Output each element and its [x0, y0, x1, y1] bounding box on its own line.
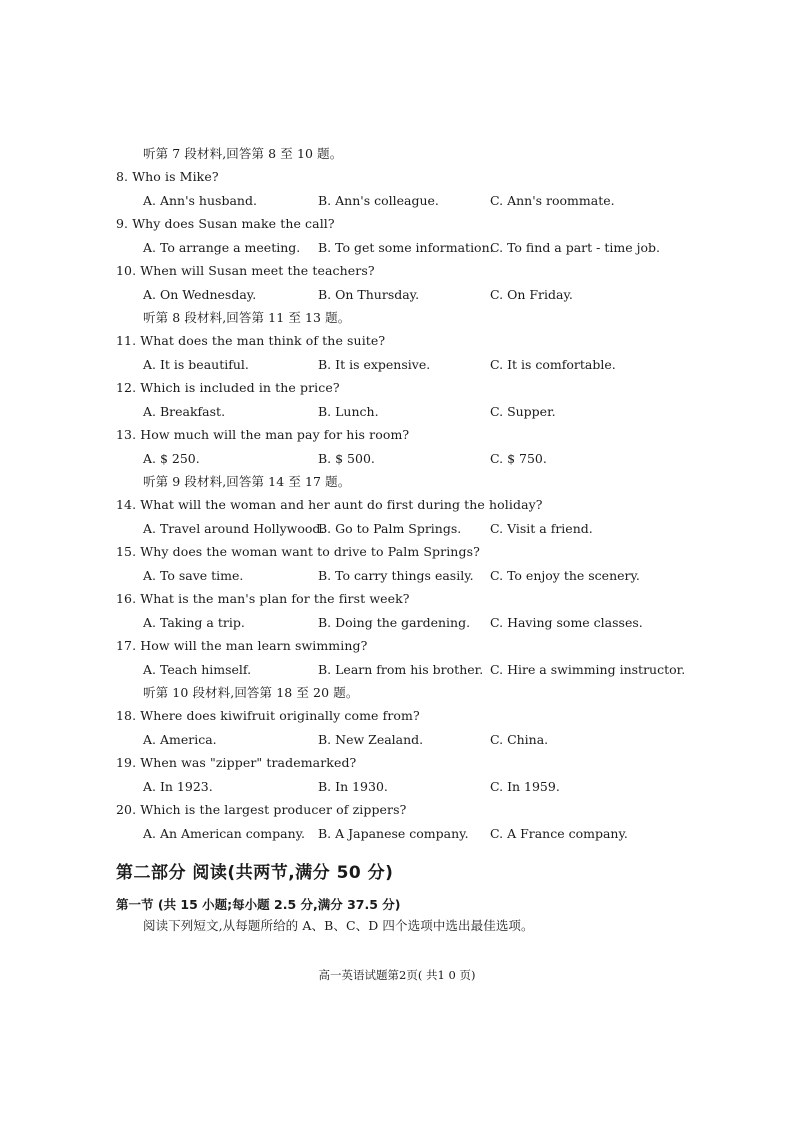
listening-intro-7: 听第 7 段材料,回答第 8 至 10 题。	[143, 146, 343, 161]
q18-option-c: C. China.	[490, 732, 549, 747]
listening-intro-8: 听第 8 段材料,回答第 11 至 13 题。	[143, 310, 351, 325]
reading-instruction: 阅读下列短文,从每题所给的 A、B、C、D 四个选项中选出最佳选项。	[143, 918, 534, 933]
q14-option-b: B. Go to Palm Springs.	[318, 521, 462, 536]
q20-option-c: C. A France company.	[490, 826, 628, 841]
q16-option-b: B. Doing the gardening.	[318, 615, 471, 630]
question-10: 10. When will Susan meet the teachers?	[116, 263, 375, 278]
listening-intro-10: 听第 10 段材料,回答第 18 至 20 题。	[143, 685, 359, 700]
q17-option-b: B. Learn from his brother.	[318, 662, 484, 677]
question-20: 20. Which is the largest producer of zippers?	[116, 802, 407, 817]
question-8: 8. Who is Mike?	[116, 169, 219, 184]
part-two-heading: 第二部分 阅读(共两节,满分 50 分)	[116, 863, 394, 883]
question-18: 18. Where does kiwifruit originally come from?	[116, 708, 420, 723]
q11-option-c: C. It is comfortable.	[490, 357, 616, 372]
q19-option-b: B. In 1930.	[318, 779, 388, 794]
q19-option-a: A. In 1923.	[143, 779, 213, 794]
q13-option-c: C. $ 750.	[490, 451, 547, 466]
q10-option-a: A. On Wednesday.	[143, 287, 257, 302]
q18-option-a: A. America.	[143, 732, 217, 747]
q12-option-a: A. Breakfast.	[143, 404, 226, 419]
q8-option-c: C. Ann's roommate.	[490, 193, 615, 208]
q14-option-c: C. Visit a friend.	[490, 521, 593, 536]
q13-option-b: B. $ 500.	[318, 451, 375, 466]
question-12: 12. Which is included in the price?	[116, 380, 340, 395]
q13-option-a: A. $ 250.	[143, 451, 200, 466]
q18-option-b: B. New Zealand.	[318, 732, 424, 747]
question-16: 16. What is the man's plan for the first week?	[116, 591, 410, 606]
q19-option-c: C. In 1959.	[490, 779, 560, 794]
q8-option-a: A. Ann's husband.	[143, 193, 257, 208]
question-15: 15. Why does the woman want to drive to Palm Springs?	[116, 544, 480, 559]
q9-option-c: C. To find a part - time job.	[490, 240, 660, 255]
q9-option-a: A. To arrange a meeting.	[143, 240, 301, 255]
q11-option-a: A. It is beautiful.	[143, 357, 249, 372]
q8-option-b: B. Ann's colleague.	[318, 193, 439, 208]
q16-option-c: C. Having some classes.	[490, 615, 643, 630]
section-one-heading: 第一节 (共 15 小题;每小题 2.5 分,满分 37.5 分)	[116, 897, 401, 912]
q11-option-b: B. It is expensive.	[318, 357, 431, 372]
q15-option-c: C. To enjoy the scenery.	[490, 568, 640, 583]
listening-intro-9: 听第 9 段材料,回答第 14 至 17 题。	[143, 474, 351, 489]
question-11: 11. What does the man think of the suite?	[116, 333, 386, 348]
q10-option-c: C. On Friday.	[490, 287, 573, 302]
q20-option-b: B. A Japanese company.	[318, 826, 469, 841]
question-13: 13. How much will the man pay for his room?	[116, 427, 410, 442]
q12-option-c: C. Supper.	[490, 404, 556, 419]
page-footer: 高一英语试题第2页( 共1 0 页)	[318, 968, 476, 982]
q16-option-a: A. Taking a trip.	[143, 615, 245, 630]
question-9: 9. Why does Susan make the call?	[116, 216, 335, 231]
question-17: 17. How will the man learn swimming?	[116, 638, 368, 653]
question-14: 14. What will the woman and her aunt do first during the holiday?	[116, 497, 543, 512]
q10-option-b: B. On Thursday.	[318, 287, 420, 302]
q17-option-a: A. Teach himself.	[143, 662, 252, 677]
q15-option-b: B. To carry things easily.	[318, 568, 474, 583]
q14-option-a: A. Travel around Hollywood.	[143, 521, 325, 536]
question-19: 19. When was "zipper" trademarked?	[116, 755, 357, 770]
q12-option-b: B. Lunch.	[318, 404, 379, 419]
q20-option-a: A. An American company.	[143, 826, 306, 841]
q9-option-b: B. To get some information.	[318, 240, 494, 255]
q17-option-c: C. Hire a swimming instructor.	[490, 662, 686, 677]
q15-option-a: A. To save time.	[143, 568, 244, 583]
